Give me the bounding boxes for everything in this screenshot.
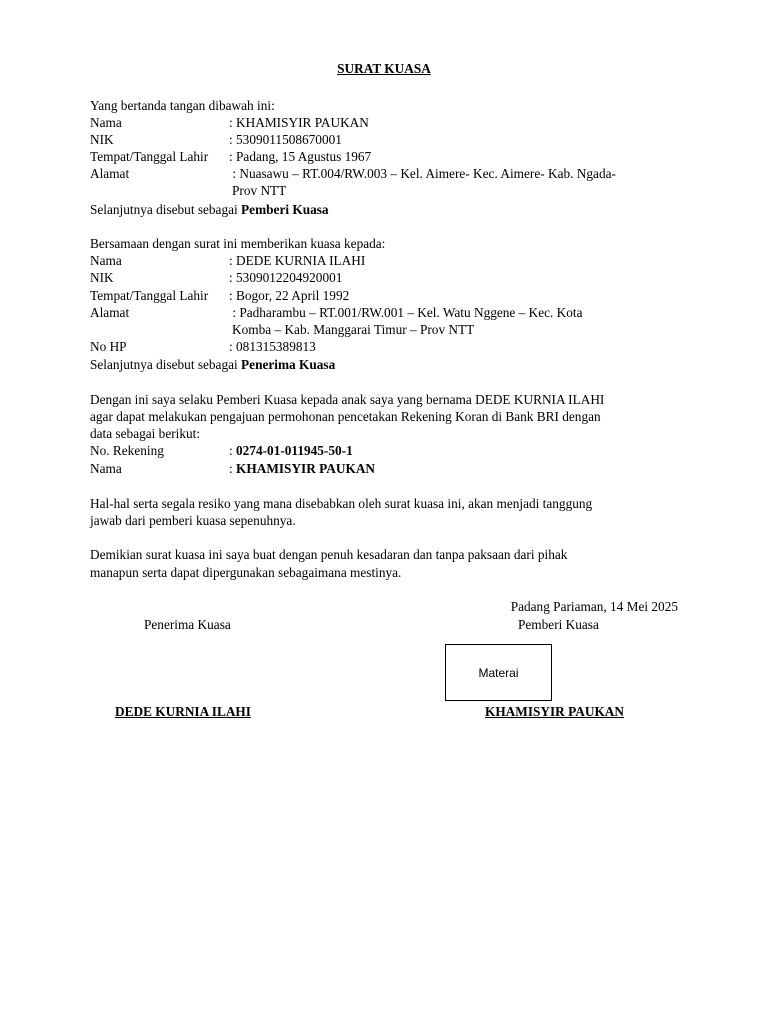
stamp-duty-label: Materai — [478, 665, 519, 680]
grantee-address-line2: Komba – Kab. Manggarai Timur – Prov NTT — [232, 322, 475, 337]
account-name-value: KHAMISYIR PAUKAN — [236, 461, 376, 476]
grantee-nik-value: : 5309012204920001 — [229, 270, 343, 285]
grantor-role-prefix: Selanjutnya disebut sebagai — [90, 202, 242, 217]
account-name-colon: : — [229, 461, 237, 476]
grantor-role-line — [90, 201, 678, 218]
grantor-ttl-label: Tempat/Tanggal Lahir — [90, 149, 209, 164]
place-date: Padang Pariaman, 14 Mei 2025 — [510, 599, 678, 614]
body3-line2: manapun serta dapat dipergunakan sebagaimana mestinya. — [90, 565, 402, 580]
grantor-name-value: : KHAMISYIR PAUKAN — [229, 115, 369, 130]
body2-line2: jawab dari pemberi kuasa sepenuhnya. — [90, 513, 296, 528]
intro2-text: Bersamaan dengan surat ini memberikan kuasa kepada: — [90, 236, 386, 251]
stamp-duty-box — [445, 644, 552, 701]
account-number-value: 0274-01-011945-50-1 — [236, 443, 353, 458]
grantee-role-prefix: Selanjutnya disebut sebagai — [90, 357, 242, 372]
grantee-role: Penerima Kuasa — [241, 357, 336, 372]
grantee-role-line — [90, 356, 678, 373]
grantor-role: Pemberi Kuasa — [241, 202, 329, 217]
signature-left-name: DEDE KURNIA ILAHI — [115, 704, 251, 719]
body2-line1: Hal-hal serta segala resiko yang mana disebabkan oleh surat kuasa ini, akan menjadi tanggung — [90, 496, 593, 511]
body1-line1: Dengan ini saya selaku Pemberi Kuasa kepada anak saya yang bernama DEDE KURNIA ILAHI — [90, 392, 605, 407]
grantor-nik-label: NIK — [90, 132, 114, 147]
document-title: SURAT KUASA — [337, 61, 431, 76]
body1-line2: agar dapat melakukan pengajuan permohonan pencetakan Rekening Koran di Bank BRI dengan — [90, 409, 601, 424]
grantee-phone-value: : 081315389813 — [229, 339, 316, 354]
grantor-address-line2: Prov NTT — [232, 183, 287, 198]
body1-line3: data sebagai berikut: — [90, 426, 201, 441]
grantee-ttl-label: Tempat/Tanggal Lahir — [90, 288, 209, 303]
body3-line1: Demikian surat kuasa ini saya buat dengan penuh kesadaran dan tanpa paksaan dari pihak — [90, 547, 568, 562]
account-name-value-wrap — [229, 460, 375, 477]
account-number-value-wrap — [229, 442, 353, 459]
account-number-label: No. Rekening — [90, 443, 164, 458]
grantee-nik-label: NIK — [90, 270, 114, 285]
grantee-name-value: : DEDE KURNIA ILAHI — [229, 253, 366, 268]
grantor-nik-value: : 5309011508670001 — [229, 132, 342, 147]
account-number-colon: : — [229, 443, 237, 458]
grantee-ttl-value: : Bogor, 22 April 1992 — [229, 288, 350, 303]
grantor-address-label: Alamat — [90, 166, 130, 181]
grantor-ttl-value: : Padang, 15 Agustus 1967 — [229, 149, 372, 164]
grantor-address-line1: : Nuasawu – RT.004/RW.003 – Kel. Aimere- Kec. Aimere- Kab. Ngada- — [229, 166, 616, 181]
grantee-address-label: Alamat — [90, 305, 130, 320]
signature-right-name: KHAMISYIR PAUKAN — [485, 704, 625, 719]
signature-left-role: Penerima Kuasa — [144, 617, 231, 632]
signature-right-role: Pemberi Kuasa — [518, 617, 599, 632]
intro-text: Yang bertanda tangan dibawah ini: — [90, 98, 275, 113]
account-name-label: Nama — [90, 461, 122, 476]
grantor-name-label: Nama — [90, 115, 122, 130]
grantee-address-line1: : Padharambu – RT.001/RW.001 – Kel. Watu Nggene – Kec. Kota — [229, 305, 583, 320]
grantee-phone-label: No HP — [90, 339, 127, 354]
grantee-name-label: Nama — [90, 253, 122, 268]
